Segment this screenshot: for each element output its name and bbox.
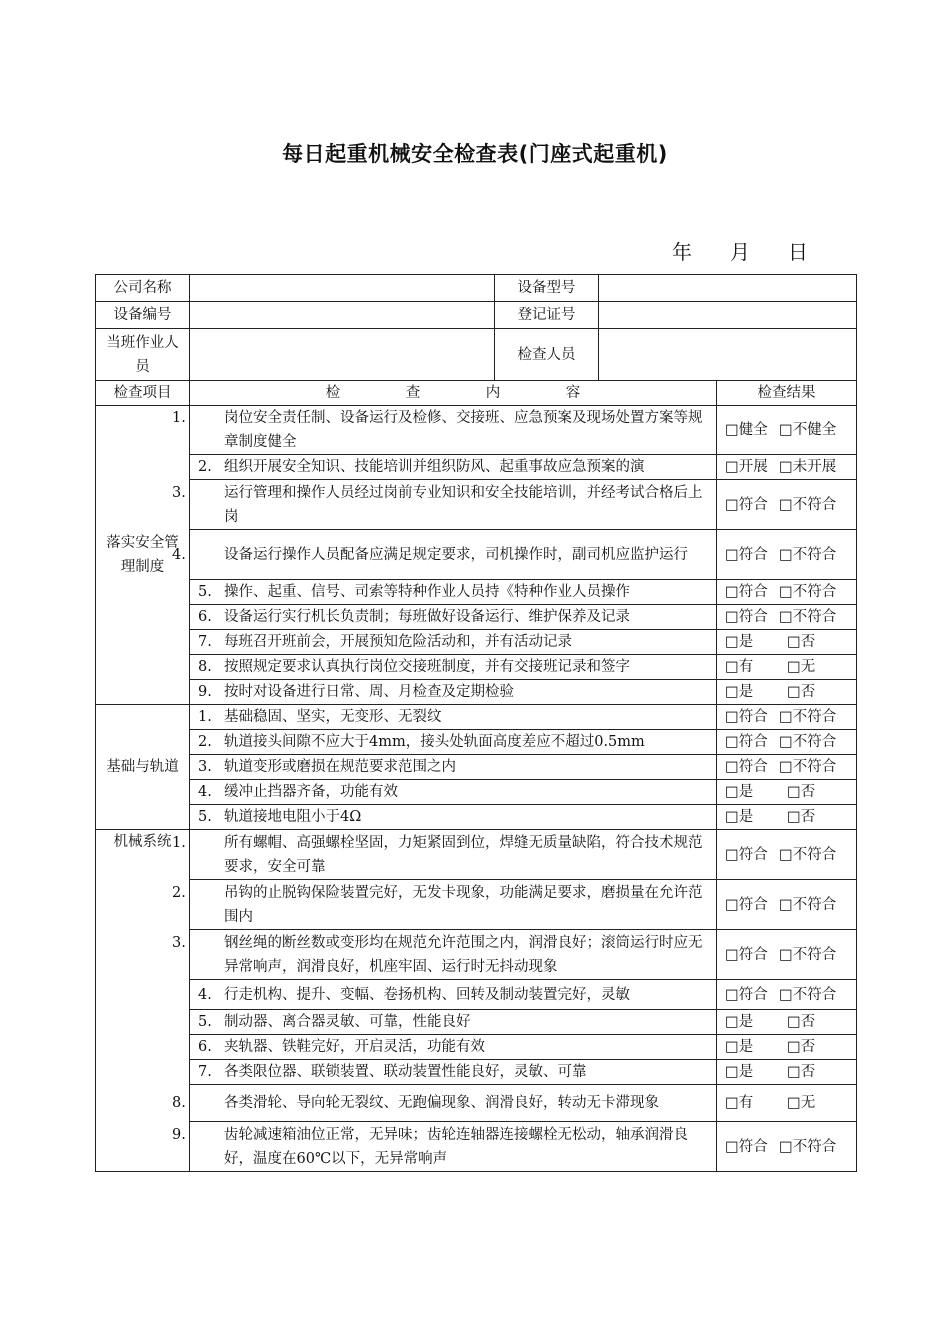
result-option-checkbox[interactable]: □否 (787, 684, 816, 700)
model-label: 设备型号 (495, 275, 599, 302)
check-item-number: 5. (198, 1014, 212, 1030)
check-item-number: 5. (198, 584, 212, 600)
check-item-number: 8. (198, 659, 212, 675)
result-option-checkbox[interactable]: □未开展 (779, 459, 837, 475)
check-item (172, 480, 717, 530)
result-option-checkbox[interactable]: □否 (787, 1014, 816, 1030)
result-option-checkbox[interactable]: □是 (725, 809, 754, 825)
result-option-checkbox[interactable]: □否 (787, 1039, 816, 1055)
check-item-text: 夹轨器、铁鞋完好，开启灵活，功能有效 (224, 1039, 485, 1055)
check-result (717, 680, 857, 705)
result-option-checkbox[interactable]: □不健全 (779, 422, 837, 438)
check-item-number: 1. (172, 834, 186, 851)
check-item (172, 830, 717, 880)
check-item-text-wrap (198, 455, 712, 479)
check-item-text: 岗位安全责任制、设备运行及检修、交接班、应急预案及现场处置方案等规章制度健全 (224, 410, 703, 450)
check-result (717, 1122, 857, 1172)
check-item-text: 各类限位器、联锁装置、联动装置性能良好，灵敏、可靠 (224, 1064, 587, 1080)
result-option-checkbox[interactable]: □符合 (725, 546, 768, 563)
result-option-checkbox[interactable]: □不符合 (779, 734, 837, 750)
check-item-number: 4. (198, 784, 212, 800)
check-item (190, 1010, 717, 1035)
model-value[interactable] (599, 275, 857, 302)
inspector-value[interactable] (599, 329, 857, 381)
check-item-text-wrap (198, 755, 712, 779)
result-option-checkbox[interactable]: □符合 (725, 946, 768, 963)
check-item (190, 680, 717, 705)
check-item-number: 3. (198, 759, 212, 775)
check-item (190, 605, 717, 630)
col-content-header (190, 381, 717, 406)
check-result (717, 1060, 857, 1085)
date-year: 年 (672, 240, 692, 264)
check-item-text-wrap (172, 481, 712, 529)
check-item-text-wrap (198, 705, 712, 729)
check-item (190, 1035, 717, 1060)
check-item-text-wrap (198, 605, 712, 629)
check-item-text-wrap (172, 831, 712, 879)
date-month: 月 (730, 240, 750, 264)
result-option-checkbox[interactable]: □否 (787, 634, 816, 650)
result-option-checkbox[interactable]: □不符合 (779, 986, 837, 1003)
check-item-text: 按时对设备进行日常、周、月检查及定期检验 (224, 684, 514, 700)
check-item-number: 1. (172, 410, 186, 426)
check-result (717, 655, 857, 680)
check-item-number: 4. (198, 986, 212, 1003)
col-content-char: 容 (565, 385, 581, 401)
result-option-checkbox[interactable]: □符合 (725, 709, 768, 725)
col-item-header: 检查项目 (96, 381, 190, 406)
check-item (190, 1060, 717, 1085)
col-result-header: 检查结果 (717, 381, 857, 406)
check-result (717, 1010, 857, 1035)
reg-value[interactable] (599, 302, 857, 329)
check-item-text-wrap (198, 680, 712, 704)
operator-value[interactable] (190, 329, 495, 381)
result-option-checkbox[interactable]: □不符合 (779, 946, 837, 963)
check-item (190, 805, 717, 830)
check-item-text-wrap (172, 1091, 712, 1115)
check-item-text: 轨道变形或磨损在规范要求范围之内 (224, 759, 456, 775)
check-item-text-wrap (198, 780, 712, 804)
result-option-checkbox[interactable]: □符合 (725, 1138, 768, 1155)
col-content-char: 检 (325, 385, 341, 401)
check-item (190, 630, 717, 655)
result-option-checkbox[interactable]: □符合 (725, 609, 768, 625)
check-result (717, 455, 857, 480)
check-item (190, 580, 717, 605)
result-option-checkbox[interactable]: □是 (725, 1014, 754, 1030)
check-item (190, 655, 717, 680)
date-line (672, 236, 808, 265)
section-label: 机械系统 (96, 830, 190, 1172)
check-item-text: 设备运行操作人员配备应满足规定要求，司机操作时，副司机应监护运行 (224, 546, 688, 563)
check-item (172, 930, 717, 980)
result-option-checkbox[interactable]: □不符合 (779, 584, 837, 600)
result-option-checkbox[interactable]: □符合 (725, 896, 768, 913)
check-item-text-wrap (198, 730, 712, 754)
check-item (190, 730, 717, 755)
check-item-text-wrap (198, 805, 712, 829)
check-result (717, 1035, 857, 1060)
check-item-text: 钢丝绳的断丝数或变形均在规范允许范围之内，润滑良好；滚筒运行时应无异常响声，润滑良好，机座牢固、运行时无抖动现象 (224, 934, 703, 975)
check-item-number: 3. (172, 484, 186, 501)
check-result (717, 406, 857, 455)
check-result (717, 755, 857, 780)
check-result (717, 705, 857, 730)
check-item-number: 2. (198, 459, 212, 475)
check-result (717, 480, 857, 530)
check-item-text: 轨道接头间隙不应大于4mm，接头处轨面高度差应不超过0.5mm (224, 734, 645, 750)
check-item-number: 9. (198, 684, 212, 700)
result-option-checkbox[interactable]: □无 (787, 1095, 816, 1111)
reg-label: 登记证号 (495, 302, 599, 329)
check-item-number: 6. (198, 609, 212, 625)
check-item-text: 按照规定要求认真执行岗位交接班制度，并有交接班记录和签字 (224, 659, 630, 675)
check-item-number: 4. (172, 546, 186, 563)
check-item-text: 吊钩的止脱钩保险装置完好，无发卡现象，功能满足要求，磨损量在允许范围内 (224, 884, 703, 925)
device-no-label: 设备编号 (96, 302, 190, 329)
check-item-number: 9. (172, 1126, 186, 1143)
check-item-number: 2. (198, 734, 212, 750)
result-option-checkbox[interactable]: □不符合 (779, 709, 837, 725)
check-item-number: 7. (198, 1064, 212, 1080)
check-item-text-wrap (198, 1060, 712, 1084)
result-option-checkbox[interactable]: □无 (787, 659, 816, 675)
result-option-checkbox[interactable]: □是 (725, 634, 754, 650)
result-option-checkbox[interactable]: □否 (787, 1064, 816, 1080)
check-result (717, 980, 857, 1010)
check-item-text: 每班召开班前会，开展预知危险活动和，并有活动记录 (224, 634, 572, 650)
section-label: 落实安全管理制度 (96, 406, 190, 705)
result-option-checkbox[interactable]: □是 (725, 684, 754, 700)
result-option-checkbox[interactable]: □不符合 (779, 546, 837, 563)
check-item-text-wrap (172, 881, 712, 929)
check-item-text-wrap (172, 543, 712, 567)
check-item-text-wrap (172, 931, 712, 979)
check-item-text-wrap (198, 1010, 712, 1034)
check-item-text-wrap (198, 655, 712, 679)
result-option-checkbox[interactable]: □不符合 (779, 1138, 837, 1155)
check-item-text: 所有螺帽、高强螺栓坚固，力矩紧固到位，焊缝无质量缺陷，符合技术规范要求，安全可靠 (224, 834, 703, 875)
company-label: 公司名称 (96, 275, 190, 302)
check-item-text: 设备运行实行机长负责制；每班做好设备运行、维护保养及记录 (224, 609, 630, 625)
check-item-text-wrap (198, 1035, 712, 1059)
check-item-text: 组织开展安全知识、技能培训并组织防风、起重事故应急预案的演 (224, 459, 645, 475)
check-item (190, 755, 717, 780)
check-item (172, 1085, 717, 1122)
check-item (172, 530, 717, 580)
result-option-checkbox[interactable]: □不符合 (779, 846, 837, 863)
result-option-checkbox[interactable]: □有 (725, 659, 754, 675)
inspection-table (95, 274, 857, 1172)
check-item (172, 880, 717, 930)
check-result (717, 830, 857, 880)
result-option-checkbox[interactable]: □是 (725, 1039, 754, 1055)
section-label: 基础与轨道 (96, 705, 190, 830)
device-no-value[interactable] (190, 302, 495, 329)
check-result (717, 930, 857, 980)
result-option-checkbox[interactable]: □不符合 (779, 759, 837, 775)
check-item-number: 3. (172, 934, 186, 951)
check-item-number: 2. (172, 884, 186, 901)
company-value[interactable] (190, 275, 495, 302)
result-option-checkbox[interactable]: □符合 (725, 759, 768, 775)
result-option-checkbox[interactable]: □符合 (725, 846, 768, 863)
page-title: 每日起重机械安全检查表(门座式起重机) (282, 142, 668, 166)
check-result (717, 730, 857, 755)
check-item-text: 行走机构、提升、变幅、卷扬机构、回转及制动装置完好，灵敏 (224, 986, 630, 1003)
check-item-number: 8. (172, 1095, 186, 1111)
result-option-checkbox[interactable]: □是 (725, 1064, 754, 1080)
check-item (190, 455, 717, 480)
result-option-checkbox[interactable]: □开展 (725, 459, 768, 475)
result-option-checkbox[interactable]: □不符合 (779, 896, 837, 913)
check-item-text-wrap (198, 983, 712, 1007)
check-item-text: 齿轮减速箱油位正常，无异味；齿轮连轴器连接螺栓无松动，轴承润滑良好，温度在60℃以下，无异常响声 (224, 1126, 688, 1167)
check-result (717, 1085, 857, 1122)
check-result (717, 880, 857, 930)
result-option-checkbox[interactable]: □符合 (725, 734, 768, 750)
inspector-label: 检查人员 (495, 329, 599, 381)
check-result (717, 605, 857, 630)
check-item-number: 6. (198, 1039, 212, 1055)
check-result (717, 780, 857, 805)
col-content-char: 内 (485, 385, 501, 401)
check-item-number: 5. (198, 809, 212, 825)
result-option-checkbox[interactable]: □不符合 (779, 496, 837, 513)
check-item-text-wrap (198, 580, 712, 604)
check-result (717, 805, 857, 830)
check-item (190, 780, 717, 805)
check-item-text: 制动器、离合器灵敏、可靠，性能良好 (224, 1014, 471, 1030)
date-day: 日 (788, 240, 808, 264)
check-result (717, 530, 857, 580)
result-option-checkbox[interactable]: □符合 (725, 986, 768, 1003)
check-item-text: 各类滑轮、导向轮无裂纹、无跑偏现象、润滑良好，转动无卡滞现象 (224, 1095, 659, 1111)
result-option-checkbox[interactable]: □健全 (725, 422, 768, 438)
result-option-checkbox[interactable]: □不符合 (779, 609, 837, 625)
check-item (190, 705, 717, 730)
result-option-checkbox[interactable]: □符合 (725, 584, 768, 600)
check-item (190, 980, 717, 1010)
check-item-text: 缓冲止挡器齐备，功能有效 (224, 784, 398, 800)
result-option-checkbox[interactable]: □是 (725, 784, 754, 800)
col-content-char: 查 (405, 385, 421, 401)
result-option-checkbox[interactable]: □有 (725, 1095, 754, 1111)
check-item-text-wrap (172, 1123, 712, 1171)
check-item-number: 1. (198, 709, 212, 725)
check-item (172, 406, 717, 455)
check-item-text: 轨道接地电阻小于4Ω (224, 809, 362, 825)
operator-label: 当班作业人员 (96, 329, 190, 381)
check-item (172, 1122, 717, 1172)
check-item-number: 7. (198, 634, 212, 650)
result-option-checkbox[interactable]: □否 (787, 784, 816, 800)
check-item-text: 运行管理和操作人员经过岗前专业知识和安全技能培训，并经考试合格后上岗 (224, 484, 703, 525)
check-result (717, 580, 857, 605)
check-item-text-wrap (172, 406, 712, 454)
check-item-text: 基础稳固、坚实，无变形、无裂纹 (224, 709, 442, 725)
result-option-checkbox[interactable]: □否 (787, 809, 816, 825)
check-item-text: 操作、起重、信号、司索等特种作业人员持《特种作业人员操作 (224, 584, 630, 600)
check-item-text-wrap (198, 630, 712, 654)
check-result (717, 630, 857, 655)
result-option-checkbox[interactable]: □符合 (725, 496, 768, 513)
